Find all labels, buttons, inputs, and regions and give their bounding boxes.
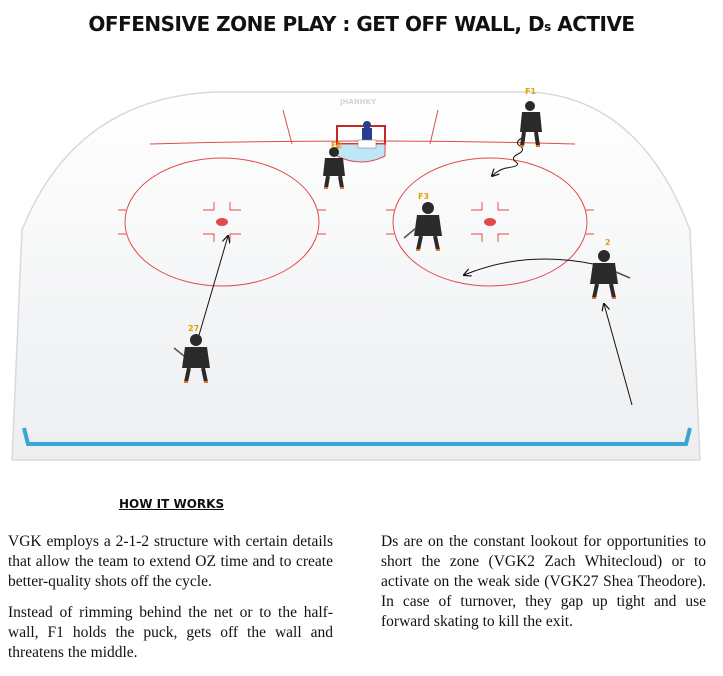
rink-diagram <box>0 60 723 470</box>
left-paragraph-2: Instead of rimming behind the net or to the half-wall, F1 holds the puck, gets off the wall and threatens the middle. <box>8 604 333 661</box>
right-paragraph-1: Ds are on the constant lookout for opportunities to short the zone (VGK2 Zach Whitecloud) or to activate on the weak side (VGK27 Shea Theodore). In case of turnover, they gap up tight and use forward skating to kill the exit. <box>381 533 706 630</box>
player-label-d27: 27 <box>188 324 200 333</box>
right-column <box>381 532 706 643</box>
player-label-f3: F3 <box>418 192 430 201</box>
section-heading: HOW IT WORKS <box>119 497 225 511</box>
title-end: ACTIVE <box>550 12 635 36</box>
player-label-f1: F1 <box>525 87 537 96</box>
left-column <box>8 532 333 674</box>
title-subscript: s <box>544 20 551 34</box>
faceoff-dot-left <box>216 218 228 226</box>
title-main: OFFENSIVE ZONE PLAY : GET OFF WALL, D <box>88 12 545 36</box>
faceoff-dot-right <box>484 218 496 226</box>
rink-svg <box>0 60 723 470</box>
left-paragraph-1: VGK employs a 2-1-2 structure with certain details that allow the team to extend OZ time and to create better-quality shots off the cycle. <box>8 533 333 590</box>
page-title <box>0 12 723 36</box>
player-label-f2: F2 <box>331 141 343 150</box>
player-label-d2: 2 <box>605 238 611 247</box>
board-watermark: JHANHKY <box>340 98 377 106</box>
